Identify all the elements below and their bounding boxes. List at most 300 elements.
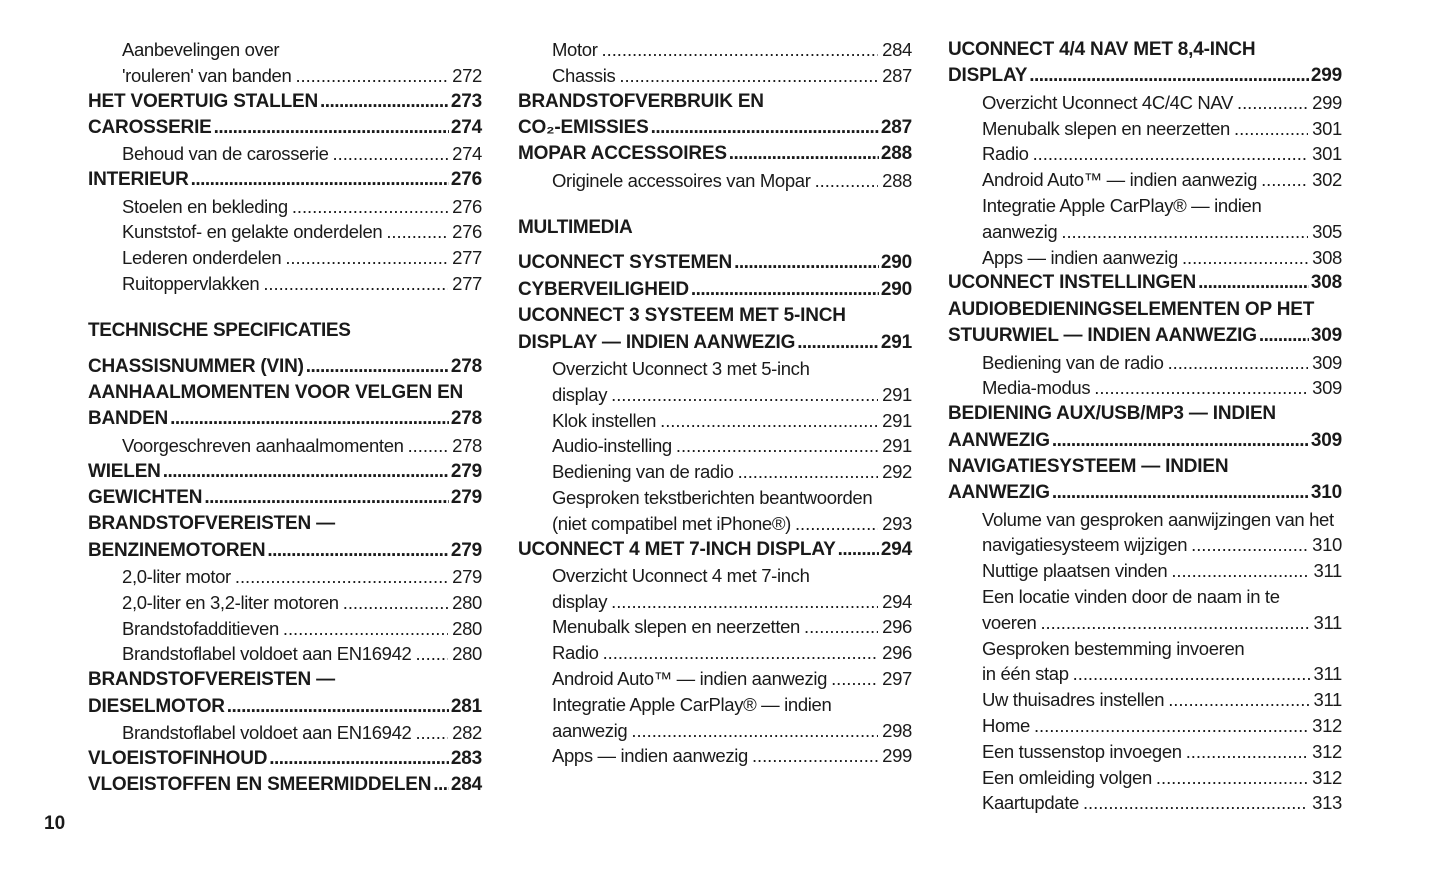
toc-line: [948, 167, 1342, 193]
entry-page-number: 297: [882, 668, 912, 690]
entry-title: STUURWIEL — INDIEN AANWEZIG: [948, 325, 1257, 347]
entry-page-number: 287: [882, 64, 912, 86]
toc-line: [518, 408, 912, 434]
toc-subentry[interactable]: [88, 271, 482, 297]
toc-line: [518, 511, 912, 537]
entry-title: Een tussenstop invoegen: [982, 740, 1182, 762]
toc-subentry[interactable]: [88, 564, 482, 590]
toc-line: [88, 538, 482, 564]
toc-line: [948, 323, 1342, 349]
entry-title: Android Auto™ — indien aanwezig: [552, 668, 828, 690]
toc-line: [88, 406, 482, 432]
entry-title: 'rouleren' van banden: [122, 64, 292, 86]
dot-leader: [386, 219, 448, 245]
toc-line: [518, 692, 912, 718]
toc-line: [88, 459, 482, 485]
dot-leader: [1052, 480, 1309, 506]
toc-line: [948, 428, 1342, 454]
dot-leader: [263, 271, 448, 297]
toc-subentry[interactable]: [948, 167, 1342, 193]
toc-subentry[interactable]: [948, 687, 1342, 713]
entry-title: Menubalk slepen en neerzetten: [552, 616, 801, 638]
entry-page-number: 311: [1313, 689, 1342, 711]
toc-chapter-entry[interactable]: [948, 37, 1342, 90]
toc-line: [518, 89, 912, 115]
entry-page-number: 284: [450, 774, 482, 796]
entry-title: MULTIMEDIA: [518, 216, 633, 238]
entry-title: Android Auto™ — indien aanwezig: [982, 169, 1258, 191]
entry-title: WIELEN: [88, 460, 161, 482]
dot-leader: [1156, 765, 1308, 791]
dot-leader: [269, 746, 449, 772]
dot-leader: [1191, 532, 1308, 558]
toc-subentry[interactable]: [948, 350, 1342, 376]
toc-line: [948, 270, 1342, 296]
toc-line: [88, 354, 482, 380]
toc-subentry[interactable]: [88, 194, 482, 220]
toc-line: [518, 115, 912, 141]
toc-subentry[interactable]: [518, 563, 912, 615]
toc-line: [518, 141, 912, 167]
entry-page-number: 273: [450, 90, 482, 112]
entry-title: NAVIGATIESYSTEEM — INDIEN: [948, 455, 1229, 477]
entry-title: Overzicht Uconnect 3 met 5-inch: [552, 357, 810, 379]
dot-leader: [306, 354, 449, 380]
toc-subentry[interactable]: [948, 558, 1342, 584]
dot-leader: [333, 141, 449, 167]
dot-leader: [752, 743, 878, 769]
entry-title: Een omleiding volgen: [982, 766, 1152, 788]
toc-line: [948, 90, 1342, 116]
toc-line: [88, 720, 482, 746]
entry-title: DISPLAY — INDIEN AANWEZIG: [518, 331, 796, 353]
toc-line: [88, 63, 482, 89]
entry-page-number: 313: [1312, 792, 1342, 814]
entry-title: Apps — indien aanwezig: [552, 745, 748, 767]
toc-line: [518, 356, 912, 382]
toc-subentry[interactable]: [948, 245, 1342, 271]
toc-column-2: [518, 37, 912, 769]
entry-page-number: 272: [452, 64, 482, 86]
entry-page-number: 281: [450, 695, 482, 717]
entry-title: Brandstoflabel voldoet aan EN16942: [122, 643, 412, 665]
entry-title: aanwezig: [982, 220, 1058, 242]
dot-leader: [204, 485, 449, 511]
entry-title: Chassis: [552, 64, 616, 86]
dot-leader: [676, 433, 878, 459]
entry-page-number: 282: [452, 722, 482, 744]
toc-line: [948, 532, 1342, 558]
dot-leader: [660, 408, 878, 434]
entry-page-number: 311: [1313, 560, 1342, 582]
dot-leader: [227, 694, 449, 720]
entry-title: BENZINEMOTOREN: [88, 539, 266, 561]
entry-title: HET VOERTUIG STALLEN: [88, 90, 318, 112]
toc-subentry[interactable]: [948, 790, 1342, 816]
entry-title: UCONNECT SYSTEMEN: [518, 252, 733, 274]
toc-chapter-entry[interactable]: [518, 89, 912, 142]
entry-page-number: 308: [1312, 246, 1342, 268]
entry-title: Menubalk slepen en neerzetten: [982, 117, 1231, 139]
entry-page-number: 309: [1310, 429, 1342, 451]
toc-subentry[interactable]: [948, 116, 1342, 142]
entry-title: TECHNISCHE SPECIFICATIES: [88, 319, 351, 341]
toc-line: [518, 743, 912, 769]
toc-line: [88, 746, 482, 772]
toc-chapter-entry[interactable]: [518, 277, 912, 303]
dot-leader: [1083, 790, 1308, 816]
dot-leader: [320, 89, 449, 115]
entry-title: Bediening van de radio: [552, 461, 734, 483]
entry-page-number: 293: [882, 512, 912, 534]
entry-title: Lederen onderdelen: [122, 247, 282, 269]
dot-leader: [1061, 219, 1308, 245]
dot-leader: [214, 115, 449, 141]
entry-page-number: 280: [452, 643, 482, 665]
toc-column-3: [948, 37, 1342, 816]
dot-leader: [1171, 558, 1309, 584]
toc-subentry[interactable]: [948, 713, 1342, 739]
dot-leader: [285, 245, 448, 271]
entry-page-number: 279: [450, 486, 482, 508]
toc-line: [518, 37, 912, 63]
toc-line: [88, 485, 482, 511]
toc-subentry[interactable]: [518, 356, 912, 408]
toc-line: [948, 63, 1342, 89]
dot-leader: [738, 459, 879, 485]
toc-line: [948, 661, 1342, 687]
toc-subentry[interactable]: [518, 433, 912, 459]
toc-line: [948, 558, 1342, 584]
toc-line: [948, 687, 1342, 713]
toc-line: [88, 141, 482, 167]
entry-page-number: 280: [452, 591, 482, 613]
toc-chapter-entry[interactable]: [948, 297, 1342, 350]
toc-line: [948, 193, 1342, 219]
toc-chapter-entry[interactable]: [88, 667, 482, 720]
entry-page-number: 294: [882, 590, 912, 612]
entry-page-number: 279: [450, 460, 482, 482]
toc-chapter-entry[interactable]: [948, 270, 1342, 296]
toc-subentry[interactable]: [518, 692, 912, 744]
entry-title: Brandstoflabel voldoet aan EN16942: [122, 722, 412, 744]
dot-leader: [691, 277, 879, 303]
entry-page-number: 301: [1312, 143, 1342, 165]
toc-chapter-entry[interactable]: [518, 303, 912, 356]
toc-line: [88, 37, 482, 63]
entry-page-number: 302: [1312, 169, 1342, 191]
entry-title: 2,0-liter motor: [122, 566, 231, 588]
toc-line: [88, 167, 482, 193]
dot-leader: [343, 590, 448, 616]
toc-line: [948, 350, 1342, 376]
entry-title: DISPLAY: [948, 65, 1028, 87]
entry-title: voeren: [982, 611, 1037, 633]
toc-line: [948, 507, 1342, 533]
toc-line: [88, 271, 482, 297]
toc-line: [518, 277, 912, 303]
toc-line: [518, 433, 912, 459]
toc-subentry[interactable]: [948, 584, 1342, 636]
entry-page-number: 279: [450, 539, 482, 561]
entry-title: Klok instellen: [552, 409, 657, 431]
toc-line: [88, 433, 482, 459]
entry-page-number: 279: [452, 566, 482, 588]
entry-page-number: 287: [880, 116, 912, 138]
dot-leader: [1034, 713, 1308, 739]
toc-chapter-entry[interactable]: [948, 401, 1342, 454]
toc-subentry[interactable]: [518, 614, 912, 640]
toc-subentry[interactable]: [518, 459, 912, 485]
entry-page-number: 296: [882, 642, 912, 664]
dot-leader: [734, 250, 879, 276]
entry-title: Een locatie vinden door de naam in te: [982, 586, 1280, 608]
toc-line: [948, 765, 1342, 791]
entry-page-number: 288: [880, 143, 912, 165]
toc-line: [948, 141, 1342, 167]
entry-page-number: 299: [1312, 91, 1342, 113]
entry-title: BRANDSTOFVERBRUIK EN: [518, 90, 764, 112]
dot-leader: [831, 666, 878, 692]
entry-page-number: 274: [450, 116, 482, 138]
entry-title: BEDIENING AUX/USB/MP3 — INDIEN: [948, 403, 1276, 425]
toc-subentry[interactable]: [948, 141, 1342, 167]
toc-line: [948, 713, 1342, 739]
toc-chapter-entry[interactable]: [88, 167, 482, 193]
toc-line: [948, 739, 1342, 765]
entry-title: BANDEN: [88, 408, 169, 430]
toc-subentry[interactable]: [948, 375, 1342, 401]
entry-title: MOPAR ACCESSOIRES: [518, 143, 727, 165]
toc-chapter-entry[interactable]: [518, 537, 912, 563]
toc-line: [948, 219, 1342, 245]
toc-subentry[interactable]: [948, 636, 1342, 688]
dot-leader: [292, 194, 448, 220]
toc-line: [948, 636, 1342, 662]
toc-line: [88, 194, 482, 220]
toc-subentry[interactable]: [88, 219, 482, 245]
entry-title: CYBERVEILIGHEID: [518, 278, 689, 300]
toc-chapter-entry[interactable]: [88, 115, 482, 141]
dot-leader: [408, 433, 449, 459]
toc-line: [518, 485, 912, 511]
toc-chapter-entry[interactable]: [88, 772, 482, 798]
entry-page-number: 288: [882, 169, 912, 191]
toc-subentry[interactable]: [88, 433, 482, 459]
entry-page-number: 312: [1312, 766, 1342, 788]
dot-leader: [1029, 63, 1309, 89]
toc-line: [88, 219, 482, 245]
toc-line: [88, 89, 482, 115]
toc-subentry[interactable]: [88, 641, 482, 667]
entry-page-number: 296: [882, 616, 912, 638]
dot-leader: [1234, 116, 1308, 142]
dot-leader: [235, 564, 448, 590]
entry-page-number: 291: [882, 383, 912, 405]
entry-title: Originele accessoires van Mopar: [552, 169, 811, 191]
dot-leader: [797, 330, 879, 356]
entry-page-number: 278: [452, 434, 482, 456]
toc-subentry[interactable]: [88, 590, 482, 616]
toc-subentry[interactable]: [948, 765, 1342, 791]
toc-chapter-entry[interactable]: [948, 454, 1342, 507]
toc-line: [88, 667, 482, 693]
toc-line: [88, 694, 482, 720]
toc-line: [518, 459, 912, 485]
entry-page-number: 308: [1310, 272, 1342, 294]
dot-leader: [804, 614, 878, 640]
toc-line: [948, 454, 1342, 480]
toc-line: [518, 589, 912, 615]
dot-leader: [1182, 245, 1308, 271]
toc-line: [948, 610, 1342, 636]
entry-title: UCONNECT 3 SYSTEEM MET 5-INCH: [518, 305, 846, 327]
toc-column-1: [88, 37, 482, 799]
entry-title: UCONNECT INSTELLINGEN: [948, 272, 1197, 294]
entry-title: Radio: [552, 642, 599, 664]
toc-line: [88, 318, 482, 344]
entry-page-number: 291: [882, 409, 912, 431]
entry-page-number: 312: [1312, 740, 1342, 762]
toc-chapter-entry[interactable]: [518, 250, 912, 276]
entry-page-number: 298: [882, 719, 912, 741]
dot-leader: [1168, 687, 1309, 713]
entry-page-number: 284: [882, 39, 912, 60]
entry-page-number: 278: [450, 355, 482, 377]
toc-subentry[interactable]: [88, 720, 482, 746]
toc-subentry[interactable]: [518, 408, 912, 434]
toc-line: [88, 511, 482, 537]
toc-chapter-entry[interactable]: [518, 141, 912, 167]
entry-page-number: 309: [1310, 325, 1342, 347]
entry-title: Volume van gesproken aanwijzingen van het: [982, 508, 1334, 530]
dot-leader: [415, 641, 448, 667]
toc-line: [518, 666, 912, 692]
entry-title: Bediening van de radio: [982, 351, 1164, 373]
toc-subentry[interactable]: [518, 63, 912, 89]
entry-title: Audio-instelling: [552, 435, 672, 457]
entry-page-number: 311: [1313, 663, 1342, 685]
toc-line: [518, 63, 912, 89]
toc-chapter-entry[interactable]: [88, 485, 482, 511]
dot-leader: [611, 589, 878, 615]
entry-page-number: 311: [1313, 611, 1342, 633]
dot-leader: [415, 720, 448, 746]
entry-title: Integratie Apple CarPlay® — indien: [982, 194, 1262, 216]
toc-line: [948, 790, 1342, 816]
entry-page-number: 291: [880, 331, 912, 353]
entry-title: in één stap: [982, 663, 1069, 685]
dot-leader: [611, 382, 878, 408]
entry-title: CHASSISNUMMER (VIN): [88, 355, 304, 377]
dot-leader: [1052, 428, 1309, 454]
dot-leader: [191, 167, 449, 193]
dot-leader: [267, 538, 449, 564]
toc-subentry[interactable]: [88, 245, 482, 271]
entry-page-number: 309: [1312, 351, 1342, 373]
entry-title: (niet compatibel met iPhone®): [552, 512, 791, 534]
toc-chapter-entry[interactable]: [88, 354, 482, 380]
entry-title: Media-modus: [982, 377, 1091, 399]
dot-leader: [295, 63, 448, 89]
toc-line: [518, 250, 912, 276]
dot-leader: [163, 459, 449, 485]
entry-page-number: 290: [880, 278, 912, 300]
toc-line: [88, 772, 482, 798]
toc-subentry[interactable]: [518, 666, 912, 692]
toc-subentry[interactable]: [518, 37, 912, 63]
toc-subentry[interactable]: [948, 739, 1342, 765]
toc-line: [948, 584, 1342, 610]
toc-chapter-entry[interactable]: [88, 380, 482, 433]
dot-leader: [603, 640, 879, 666]
toc-line: [948, 37, 1342, 63]
toc-line: [88, 641, 482, 667]
entry-title: CO₂-EMISSIES: [518, 116, 649, 138]
entry-title: Gesproken tekstberichten beantwoorden: [552, 486, 873, 508]
entry-title: BRANDSTOFVEREISTEN —: [88, 513, 335, 535]
toc-subentry[interactable]: [518, 485, 912, 537]
entry-page-number: 305: [1312, 220, 1342, 242]
entry-title: Kaartupdate: [982, 792, 1079, 814]
entry-page-number: 294: [880, 538, 912, 560]
entry-title: AANHAALMOMENTEN VOOR VELGEN EN: [88, 381, 464, 403]
entry-title: UCONNECT 4 MET 7-INCH DISPLAY: [518, 538, 836, 560]
entry-title: Brandstofadditieven: [122, 617, 279, 639]
entry-title: Overzicht Uconnect 4 met 7-inch: [552, 564, 810, 586]
dot-leader: [170, 406, 449, 432]
toc-subentry[interactable]: [518, 168, 912, 194]
section-heading: [518, 215, 912, 241]
entry-page-number: 276: [452, 195, 482, 217]
toc-line: [88, 245, 482, 271]
section-heading: [88, 318, 482, 344]
toc-subentry[interactable]: [518, 640, 912, 666]
toc-chapter-entry[interactable]: [88, 459, 482, 485]
entry-title: GEWICHTEN: [88, 486, 203, 508]
entry-title: navigatiesysteem wijzigen: [982, 534, 1188, 556]
entry-page-number: 299: [1310, 65, 1342, 87]
toc-line: [518, 382, 912, 408]
entry-title: Overzicht Uconnect 4C/4C NAV: [982, 91, 1234, 113]
toc-line: [518, 563, 912, 589]
entry-title: Nuttige plaatsen vinden: [982, 560, 1168, 582]
toc-line: [518, 537, 912, 563]
toc-subentry[interactable]: [88, 141, 482, 167]
entry-title: Radio: [982, 143, 1029, 165]
toc-subentry[interactable]: [948, 193, 1342, 245]
dot-leader: [1261, 167, 1308, 193]
entry-page-number: 274: [452, 143, 482, 165]
toc-subentry[interactable]: [518, 743, 912, 769]
toc-line: [518, 330, 912, 356]
entry-title: Apps — indien aanwezig: [982, 246, 1178, 268]
toc-line: [948, 116, 1342, 142]
entry-title: Gesproken bestemming invoeren: [982, 637, 1245, 659]
dot-leader: [729, 141, 879, 167]
entry-page-number: 310: [1310, 482, 1342, 504]
toc-subentry[interactable]: [88, 616, 482, 642]
dot-leader: [1033, 141, 1309, 167]
entry-title: Integratie Apple CarPlay® — indien: [552, 693, 832, 715]
toc-subentry[interactable]: [948, 507, 1342, 559]
toc-chapter-entry[interactable]: [88, 89, 482, 115]
toc-subentry[interactable]: [88, 37, 482, 89]
toc-subentry[interactable]: [948, 90, 1342, 116]
toc-chapter-entry[interactable]: [88, 511, 482, 564]
toc-chapter-entry[interactable]: [88, 746, 482, 772]
dot-leader: [631, 718, 878, 744]
